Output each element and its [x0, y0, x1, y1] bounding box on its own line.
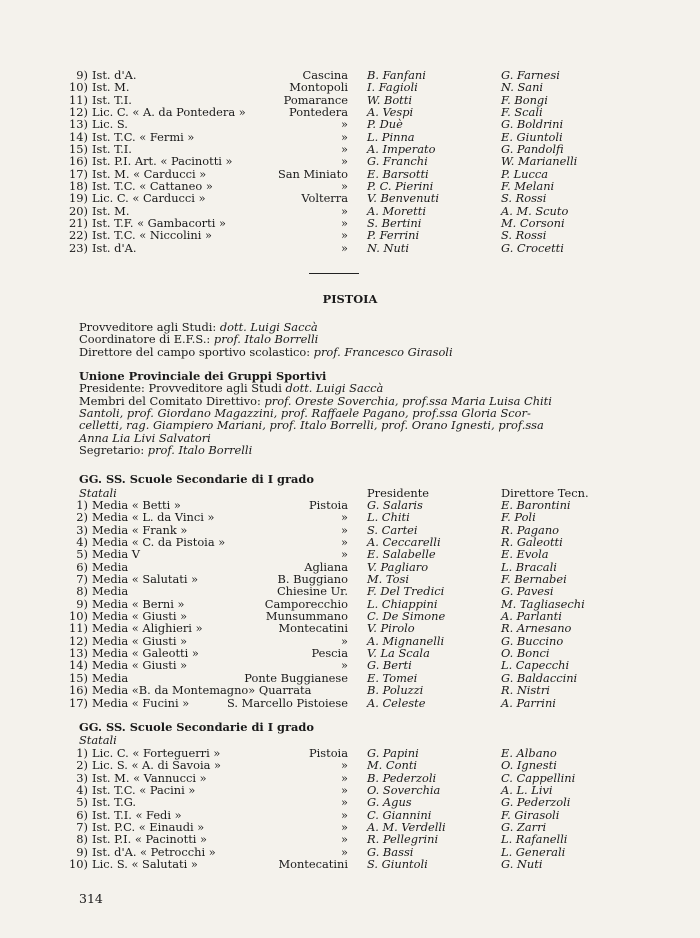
president-name: G. Berti [367, 658, 412, 673]
director-name: M. Tagliasechi [501, 596, 585, 611]
president-name: M. Tosi [367, 572, 409, 587]
president-name: N. Nuti [367, 240, 410, 255]
president-name: F. Del Tredici [367, 584, 445, 599]
president-name: S. Cartei [367, 522, 418, 537]
director-name: G. Pandolfi [501, 142, 564, 157]
president-name: V. Pirolo [367, 621, 415, 636]
row-number: 6) [76, 807, 88, 822]
row-number: 5) [76, 795, 88, 810]
row-number: 10) [69, 80, 88, 95]
school-city: » [341, 240, 348, 255]
president-name: V. Pagliaro [367, 559, 429, 574]
school-name: Lic. S. « Salutati » [92, 857, 198, 872]
pisa-schools-table [0, 69, 700, 254]
row-number: 1) [76, 498, 88, 512]
director-name: N. Sani [501, 80, 544, 95]
director-name: F. Poli [501, 510, 536, 525]
president-name: P. Ferrini [367, 228, 420, 243]
table-row [0, 242, 700, 254]
school-city: » [341, 535, 348, 550]
school-name: Media « Berni » [92, 596, 185, 611]
president-name: A. Imperato [367, 142, 436, 157]
page-number: 314 [79, 891, 103, 906]
school-city: B. Buggiano [277, 572, 348, 587]
school-city: » [341, 216, 348, 231]
school-name: Ist. P.I. Art. « Pacinotti » [92, 154, 233, 169]
director-name: A. Parrini [501, 695, 556, 710]
row-number: 4) [76, 783, 88, 798]
school-city: » [341, 770, 348, 785]
director-name: G. Crocetti [501, 240, 564, 255]
director-name: E. Barontini [501, 498, 571, 512]
director-name: E. Giuntoli [501, 129, 563, 144]
school-city: » [341, 522, 348, 537]
school-name: Ist. M. [92, 203, 130, 218]
director-name: F. Melani [501, 179, 555, 194]
director-name: C. Cappellini [501, 770, 576, 785]
row-number: 3) [76, 522, 88, 537]
director-name: M. Corsoni [501, 216, 565, 231]
table-row [0, 858, 700, 870]
president-name: C. Giannini [367, 807, 432, 822]
row-number: 9) [76, 844, 88, 859]
school-name: Ist. d'A. [92, 240, 137, 255]
school-name: Media « Betti » [92, 498, 181, 512]
president-name: G. Papini [367, 746, 419, 760]
school-city: » [341, 203, 348, 218]
president-name: O. Soverchia [367, 783, 441, 798]
school-name: Ist. T.C. « Pacini » [92, 783, 196, 798]
row-number: 8) [76, 584, 88, 599]
president-name: E. Barsotti [367, 166, 429, 181]
row-number: 6) [76, 559, 88, 574]
row-number: 7) [76, 820, 88, 835]
school-city: Camporecchio [264, 596, 348, 611]
row-number: 15) [69, 670, 88, 685]
row-number: 22) [69, 228, 88, 243]
row-number: 12) [69, 105, 88, 120]
director-name: A. M. Scuto [501, 203, 569, 218]
row-number: 16) [69, 154, 88, 169]
table-row [0, 833, 700, 845]
row-number: 19) [69, 191, 88, 206]
school-name: Media « Giusti » [92, 633, 188, 648]
school-city: Ponte Buggianese [244, 670, 348, 685]
school-city: Pistoia [308, 746, 348, 760]
school-name: Lic. C. « A. da Pontedera » [92, 105, 246, 120]
president-name: E. Salabelle [367, 547, 436, 562]
row-number: 8) [76, 832, 88, 847]
director-name: A. L. Livi [501, 783, 553, 798]
row-number: 11) [69, 621, 88, 636]
school-name: Media [92, 670, 129, 685]
school-city: Montecatini [278, 857, 348, 872]
school-city: Pomarance [283, 92, 348, 107]
director-name: F. Girasoli [501, 807, 560, 822]
president-name: B. Fanfani [367, 68, 426, 82]
president-name: E. Tomei [367, 670, 418, 685]
table-row [0, 759, 700, 771]
row-number: 20) [69, 203, 88, 218]
director-name: L. Rafanelli [501, 832, 568, 847]
school-name: Media [92, 584, 129, 599]
school-name: Media « C. da Pistoia » [92, 535, 226, 550]
union-secretary: Segretario: prof. Italo Borrelli [79, 443, 253, 458]
union-president: Presidente: Provveditore agli Studi dott. Luigi Saccà [79, 381, 384, 396]
president-name: A. Moretti [367, 203, 426, 218]
school-name: Ist. P.C. « Einaudi » [92, 820, 205, 835]
director-name: L. Bracali [501, 559, 557, 574]
president-name: G. Agus [367, 795, 412, 810]
row-number: 5) [76, 547, 88, 562]
school-name: Media « L. da Vinci » [92, 510, 215, 525]
president-name: V. Benvenuti [367, 191, 439, 206]
row-number: 21) [69, 216, 88, 231]
school-name: Ist. T.C. « Fermi » [92, 129, 195, 144]
row-number: 14) [69, 129, 88, 144]
director-name: G. Pavesi [501, 584, 554, 599]
director-name: G. Boldrini [501, 117, 564, 132]
section1-col-president: Presidente [367, 486, 430, 500]
school-name: Media « Alighieri » [92, 621, 203, 636]
official-line-3: Direttore del campo sportivo scolastico: prof. Francesco Girasoli [79, 344, 453, 359]
row-number: 11) [69, 92, 88, 107]
school-name: Media «B. da Montemagno» Quarrata [92, 683, 312, 698]
section2-title: GG. SS. Scuole Secondarie di I grado [79, 720, 314, 734]
president-name: L. Pinna [367, 129, 415, 144]
school-name: Ist. M. « Carducci » [92, 166, 207, 181]
school-name: Ist. T.F. « Gambacorti » [92, 216, 226, 231]
director-name: R. Nistri [501, 683, 550, 698]
table-row [0, 684, 700, 696]
section1-col-director: Direttore Tecn. [501, 486, 589, 500]
row-number: 16) [69, 683, 88, 698]
table-row [0, 697, 700, 709]
row-number: 7) [76, 572, 88, 587]
school-city: » [341, 510, 348, 525]
president-name: P. C. Pierini [367, 179, 434, 194]
school-city: Agliana [304, 559, 348, 574]
row-number: 10) [69, 609, 88, 624]
school-name: Lic. C. « Forteguerri » [92, 746, 221, 760]
school-name: Media « Frank » [92, 522, 188, 537]
row-number: 13) [69, 646, 88, 661]
row-number: 2) [76, 758, 88, 773]
school-name: Ist. d'A. « Petrocchi » [92, 844, 216, 859]
director-name: E. Evola [501, 547, 549, 562]
section2-header [0, 734, 700, 746]
director-name: O. Ignesti [501, 758, 557, 773]
school-name: Media « Giusti » [92, 658, 188, 673]
school-city: » [341, 658, 348, 673]
president-name: A. M. Verdelli [367, 820, 446, 835]
school-city: » [341, 633, 348, 648]
officials-block [79, 321, 639, 358]
official-line-1: Provveditore agli Studi: dott. Luigi Saccà [79, 320, 318, 334]
school-name: Media « Galeotti » [92, 646, 199, 661]
row-number: 1) [76, 746, 88, 760]
president-name: R. Pellegrini [367, 832, 439, 847]
director-name: F. Bernabei [501, 572, 567, 587]
president-name: V. La Scala [367, 646, 430, 661]
row-number: 9) [76, 68, 88, 82]
school-name: Ist. T.I. « Fedi » [92, 807, 182, 822]
school-name: Media V [92, 547, 140, 562]
director-name: R. Galeotti [501, 535, 563, 550]
section2-table [0, 747, 700, 870]
row-number: 14) [69, 658, 88, 673]
school-city: » [341, 844, 348, 859]
president-name: A. Mignanelli [367, 633, 445, 648]
school-city: Montopoli [289, 80, 348, 95]
school-city: » [341, 795, 348, 810]
school-name: Ist. T.I. [92, 92, 132, 107]
section1-category: Statali [79, 486, 117, 500]
row-number: 13) [69, 117, 88, 132]
president-name: A. Vespi [367, 105, 414, 120]
president-name: G. Bassi [367, 844, 414, 859]
section1-title: GG. SS. Scuole Secondarie di I grado [79, 472, 314, 486]
director-name: G. Zarri [501, 820, 547, 835]
director-name: G. Pederzoli [501, 795, 571, 810]
table-row [0, 81, 700, 93]
table-row [0, 548, 700, 560]
school-name: Ist. T.C. « Cattaneo » [92, 179, 213, 194]
school-name: Ist. d'A. [92, 68, 137, 82]
row-number: 3) [76, 770, 88, 785]
row-number: 17) [69, 166, 88, 181]
director-name: G. Baldaccini [501, 670, 578, 685]
school-city: Volterra [301, 191, 348, 206]
table-row [0, 118, 700, 130]
director-name: S. Rossi [501, 228, 547, 243]
school-name: Ist. T.G. [92, 795, 137, 810]
row-number: 18) [69, 179, 88, 194]
president-name: B. Poluzzi [367, 683, 424, 698]
row-number: 9) [76, 596, 88, 611]
section-divider-rule [309, 273, 359, 274]
school-city: » [341, 807, 348, 822]
union-block [79, 370, 639, 456]
table-row [0, 511, 700, 523]
table-row [0, 155, 700, 167]
school-name: Ist. T.C. « Niccolini » [92, 228, 212, 243]
director-name: O. Bonci [501, 646, 550, 661]
school-name: Ist. P.I. « Pacinotti » [92, 832, 208, 847]
table-row [0, 229, 700, 241]
school-city: » [341, 179, 348, 194]
school-city: » [341, 228, 348, 243]
school-city: » [341, 117, 348, 132]
school-name: Lic. S. [92, 117, 128, 132]
president-name: P. Duè [367, 117, 403, 132]
row-number: 2) [76, 510, 88, 525]
school-name: Ist. M. [92, 80, 130, 95]
row-number: 17) [69, 695, 88, 710]
row-number: 10) [69, 857, 88, 872]
table-row [0, 585, 700, 597]
president-name: M. Conti [367, 758, 418, 773]
section-title: PISTOIA [322, 292, 378, 306]
row-number: 12) [69, 633, 88, 648]
table-row [0, 192, 700, 204]
official-line-2: Coordinatore di E.F.S.: prof. Italo Borrelli [79, 332, 319, 347]
president-name: S. Giuntoli [367, 857, 428, 872]
school-city: Chiesine Ur. [276, 584, 348, 599]
school-city: Cascina [302, 68, 348, 82]
president-name: G. Franchi [367, 154, 428, 169]
director-name: A. Parlanti [501, 609, 562, 624]
director-name: L. Capecchi [501, 658, 570, 673]
section2-category: Statali [79, 733, 117, 747]
school-name: Ist. T.I. [92, 142, 132, 157]
union-members-2: Santoli, prof. Giordano Magazzini, prof. Raffaele Pagano, prof.ssa Gloria Scor- [79, 406, 531, 421]
school-name: Media « Giusti » [92, 609, 188, 624]
director-name: G. Buccino [501, 633, 564, 648]
president-name: B. Pederzoli [367, 770, 437, 785]
president-name: G. Salaris [367, 498, 423, 512]
union-members-1: Membri del Comitato Direttivo: prof. Oreste Soverchia, prof.ssa Maria Luisa Chiti [79, 393, 552, 408]
school-city: Munsummano [265, 609, 348, 624]
president-name: W. Botti [367, 92, 412, 107]
school-city: Montecatini [278, 621, 348, 636]
school-city: » [341, 547, 348, 562]
school-name: Media [92, 559, 129, 574]
school-city: S. Marcello Pistoiese [227, 695, 348, 710]
school-name: Ist. M. « Vannucci » [92, 770, 207, 785]
school-city: » [341, 142, 348, 157]
school-city: » [341, 758, 348, 773]
director-name: G. Nuti [501, 857, 543, 872]
president-name: S. Bertini [367, 216, 422, 231]
director-name: P. Lucca [501, 166, 549, 181]
union-members-3: celletti, rag. Giampiero Mariani, prof. Italo Borrelli, prof. Orano Ignesti, prof.ssa [79, 418, 544, 433]
table-row [0, 622, 700, 634]
director-name: G. Farnesi [501, 68, 560, 82]
school-city: San Miniato [277, 166, 348, 181]
school-city: Pistoia [308, 498, 348, 512]
director-name: L. Generali [501, 844, 566, 859]
school-name: Media « Salutati » [92, 572, 199, 587]
president-name: A. Celeste [367, 695, 426, 710]
school-city: Pontedera [289, 105, 348, 120]
union-members-4: Anna Lia Livi Salvatori [79, 430, 211, 445]
director-name: R. Arnesano [501, 621, 572, 636]
director-name: S. Rossi [501, 191, 547, 206]
school-city: » [341, 832, 348, 847]
director-name: E. Albano [501, 746, 557, 760]
school-city: » [341, 129, 348, 144]
section1-table [0, 499, 700, 709]
president-name: L. Chiappini [367, 596, 438, 611]
school-city: » [341, 820, 348, 835]
school-city: » [341, 154, 348, 169]
school-city: Pescia [311, 646, 348, 661]
president-name: A. Ceccarelli [367, 535, 441, 550]
table-row [0, 659, 700, 671]
row-number: 23) [69, 240, 88, 255]
president-name: I. Fagioli [367, 80, 418, 95]
row-number: 4) [76, 535, 88, 550]
school-city: » [341, 783, 348, 798]
director-name: W. Marianelli [501, 154, 578, 169]
table-row [0, 796, 700, 808]
school-name: Lic. C. « Carducci » [92, 191, 206, 206]
director-name: F. Bongi [501, 92, 548, 107]
row-number: 15) [69, 142, 88, 157]
president-name: C. De Simone [367, 609, 446, 624]
director-name: R. Pagano [501, 522, 560, 537]
president-name: L. Chiti [367, 510, 410, 525]
school-name: Lic. S. « A. di Savoia » [92, 758, 221, 773]
school-name: Media « Fucini » [92, 695, 190, 710]
union-title: Unione Provinciale dei Gruppi Sportivi [79, 369, 327, 383]
director-name: F. Scali [501, 105, 543, 120]
